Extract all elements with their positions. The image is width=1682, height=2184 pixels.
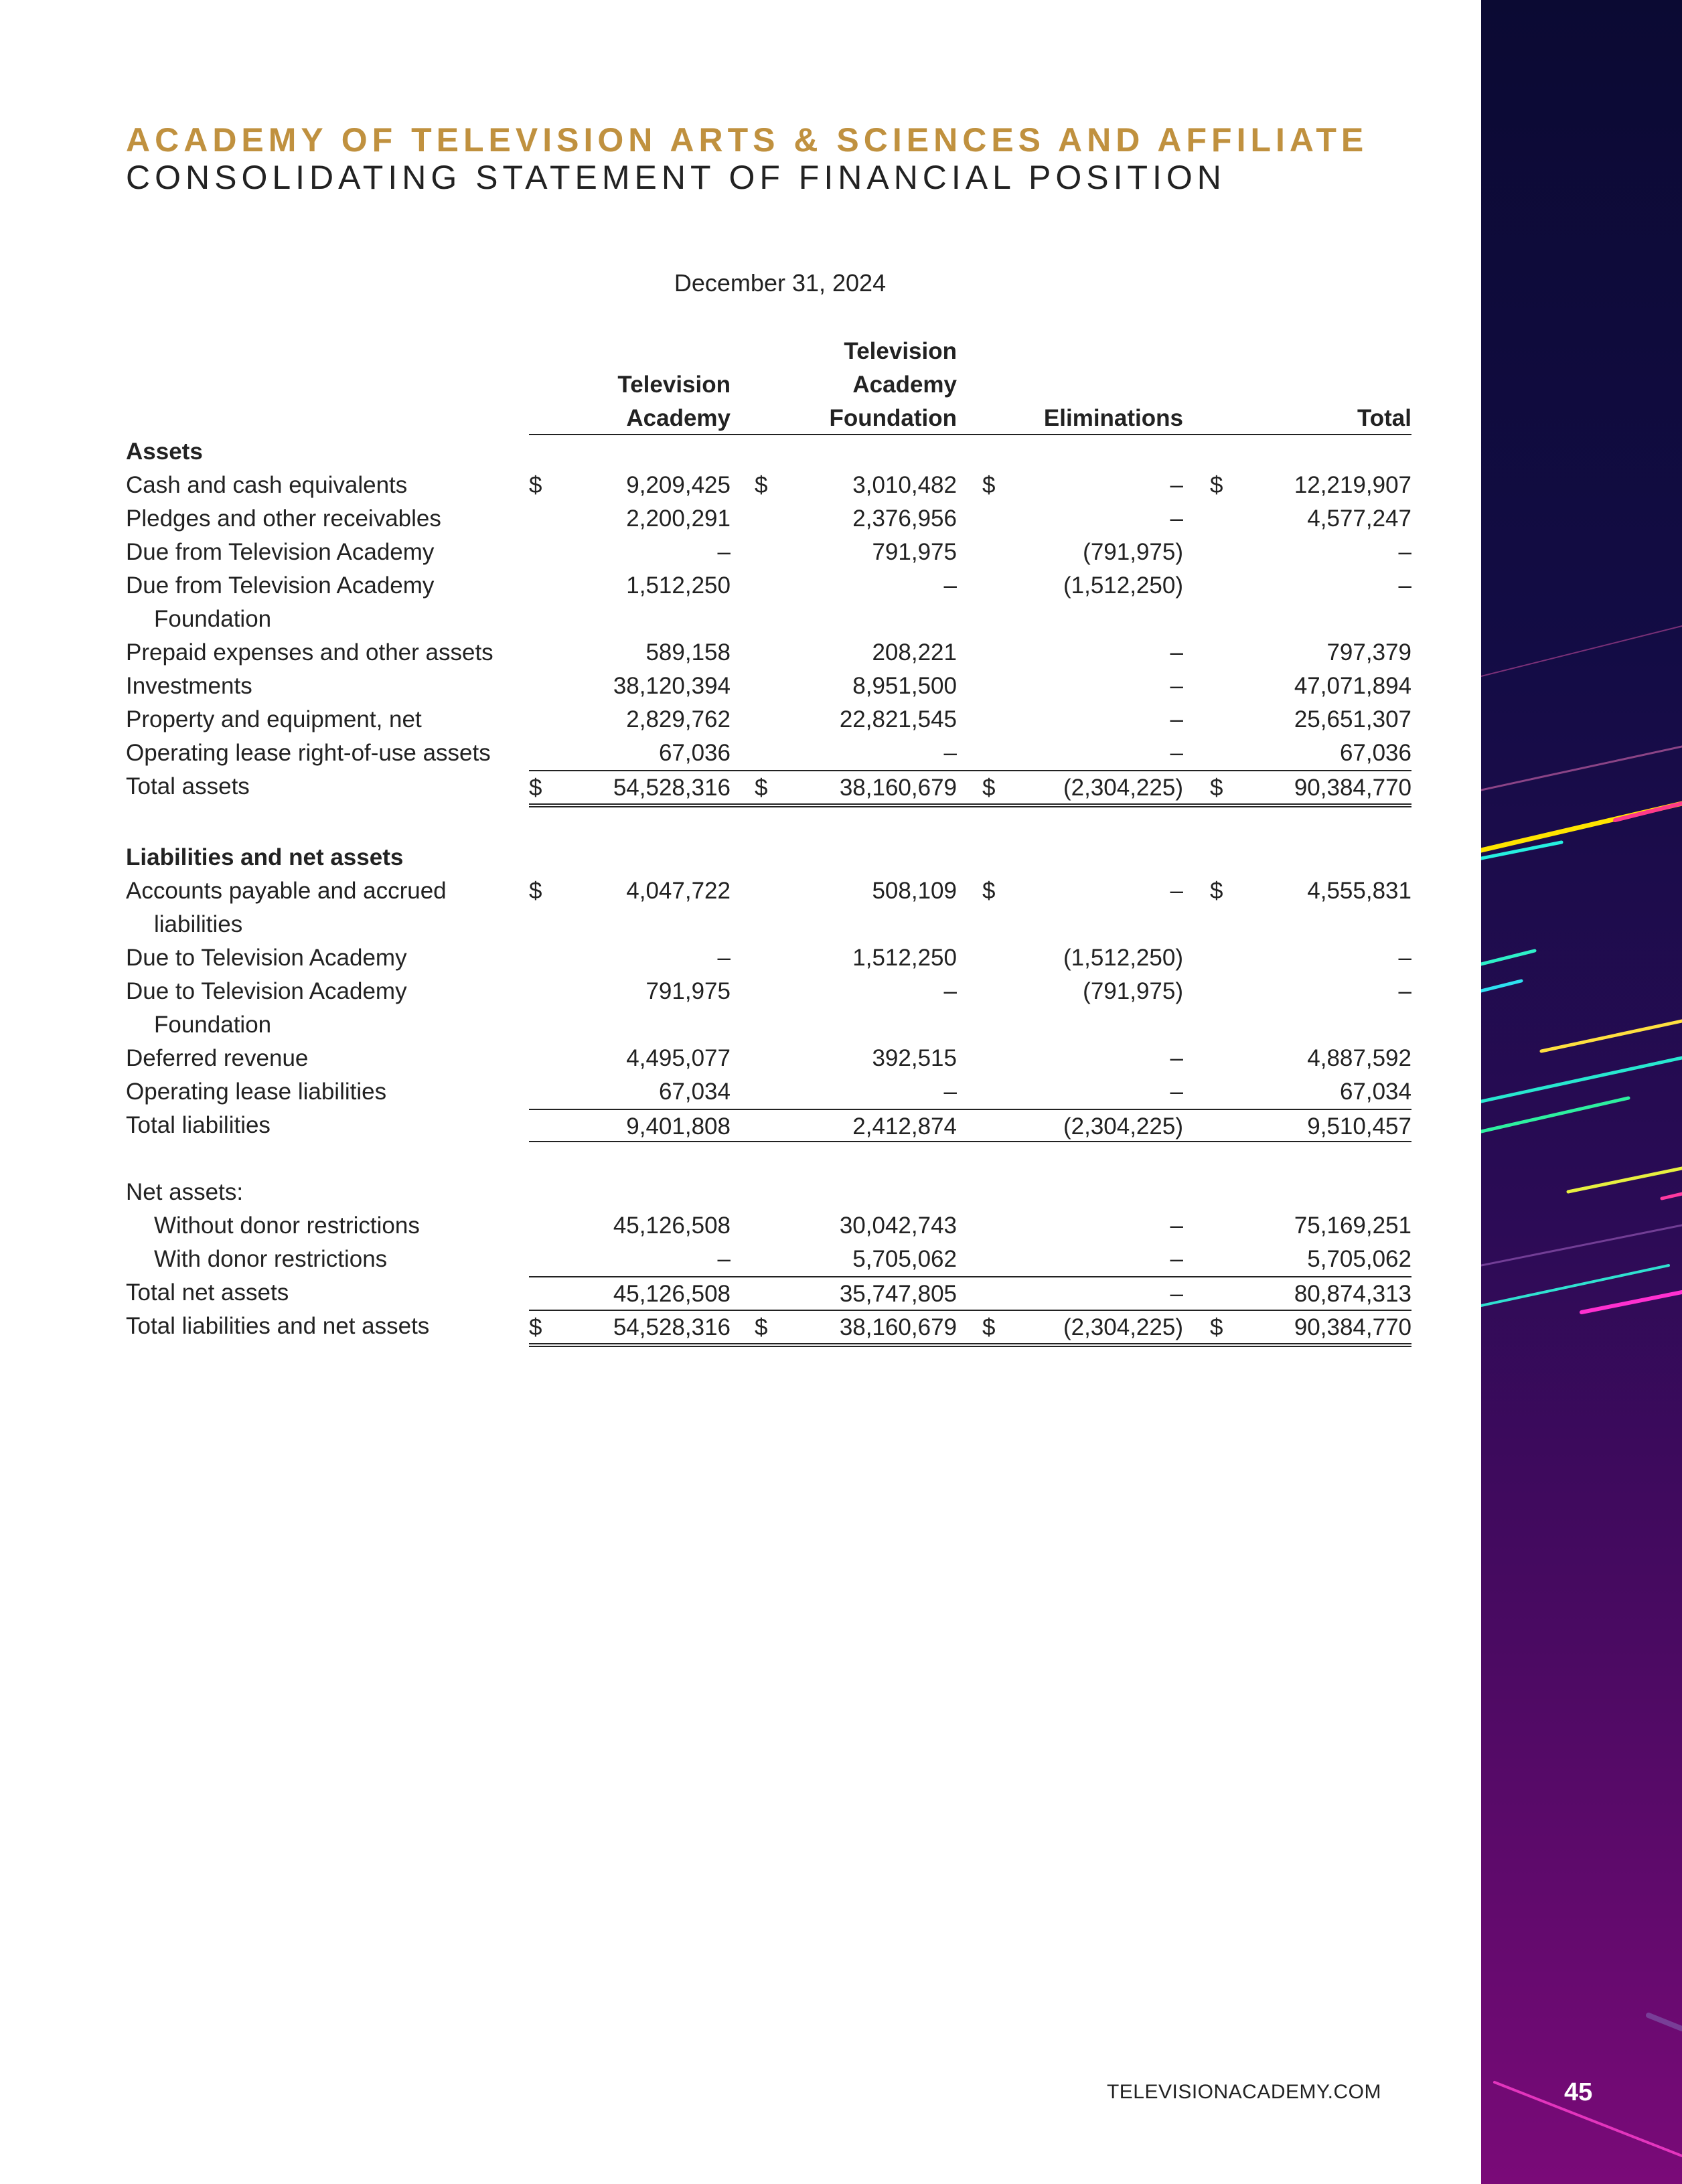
value-cell <box>731 1243 957 1276</box>
value-cell <box>957 1075 1183 1109</box>
cell-value: 90,384,770 <box>1294 775 1411 801</box>
column-header-cell <box>957 335 1183 368</box>
column-header-cell: Academy <box>852 372 957 398</box>
value-cell <box>731 1075 957 1109</box>
cell-value: (2,304,225) <box>1063 775 1183 801</box>
statement-date: December 31, 2024 <box>674 269 887 297</box>
table-row <box>126 874 1410 941</box>
column-header-cell: Television <box>844 338 957 364</box>
cell-value: – <box>943 572 957 599</box>
value-cell <box>731 536 957 569</box>
row-label <box>126 1109 529 1142</box>
value-cell <box>529 1109 731 1142</box>
value-cell <box>731 1042 957 1075</box>
cell-value: – <box>1170 1079 1183 1105</box>
row-label <box>126 1176 529 1209</box>
cell-value: (1,512,250) <box>1063 572 1183 599</box>
value-cell <box>1183 1243 1411 1276</box>
cell-value: – <box>1398 978 1411 1004</box>
table-row <box>126 536 1410 569</box>
cell-value: – <box>1170 740 1183 766</box>
currency-symbol: $ <box>529 775 542 801</box>
value-cell <box>1183 469 1411 502</box>
spacer-row <box>126 807 1410 841</box>
cell-value: 5,705,062 <box>852 1246 957 1272</box>
header-spacer <box>126 335 529 368</box>
row-label <box>126 569 529 636</box>
value-cell <box>529 770 731 807</box>
row-label-text: Cash and cash equivalents <box>126 472 408 498</box>
value-cell <box>1183 975 1411 1008</box>
currency-symbol: $ <box>529 878 542 904</box>
cell-value: 589,158 <box>645 639 731 666</box>
cell-value: 67,036 <box>1339 740 1411 766</box>
value-cell <box>731 670 957 703</box>
cell-value: – <box>1170 1213 1183 1239</box>
value-cell <box>1183 770 1411 807</box>
value-cell <box>529 941 731 975</box>
row-label <box>126 874 529 941</box>
table-row <box>126 569 1410 636</box>
row-label <box>126 1209 529 1243</box>
row-label <box>126 1142 529 1176</box>
value-cell <box>957 1109 1183 1142</box>
value-cell <box>529 1209 731 1243</box>
value-cell <box>957 670 1183 703</box>
column-header-cell: Foundation <box>731 402 957 435</box>
column-header-row <box>126 368 1410 402</box>
value-cell <box>1183 636 1411 670</box>
row-label-text: Operating lease liabilities <box>126 1079 387 1105</box>
value-cell <box>957 874 1183 908</box>
value-cell <box>957 569 1183 603</box>
cell-value: 45,126,508 <box>613 1281 731 1307</box>
table-row <box>126 736 1410 770</box>
currency-symbol: $ <box>755 775 768 801</box>
row-label <box>126 435 529 469</box>
value-cell <box>529 469 731 502</box>
table-row <box>126 670 1410 703</box>
row-label-text: Operating lease right-of-use assets <box>126 740 491 766</box>
value-cell <box>529 536 731 569</box>
row-label-text: Due from Television Academy <box>126 539 435 565</box>
value-cell <box>731 736 957 770</box>
value-cell <box>1183 1075 1411 1109</box>
cell-value: 2,829,762 <box>626 706 731 732</box>
cell-value: 208,221 <box>872 639 957 666</box>
table-row <box>126 1109 1410 1142</box>
cell-value: 38,160,679 <box>839 1314 957 1340</box>
value-cell <box>731 1109 957 1142</box>
cell-value: – <box>943 1079 957 1105</box>
column-header-cell <box>1183 368 1411 402</box>
table-row <box>126 703 1410 736</box>
value-cell <box>731 941 957 975</box>
cell-value: 2,376,956 <box>852 505 957 532</box>
cell-value: 90,384,770 <box>1294 1314 1411 1340</box>
row-label <box>126 841 529 874</box>
table-row <box>126 1042 1410 1075</box>
financial-position-table <box>126 335 1410 1347</box>
cell-value: 791,975 <box>872 539 957 565</box>
cell-value: 9,510,457 <box>1307 1113 1411 1140</box>
value-cell <box>529 1042 731 1075</box>
table-row <box>126 1209 1410 1243</box>
cell-value: 38,120,394 <box>613 673 731 699</box>
page-number: 45 <box>1564 2078 1593 2106</box>
cell-value: 30,042,743 <box>839 1213 957 1239</box>
cell-value: – <box>1170 673 1183 699</box>
value-cell <box>529 502 731 536</box>
row-label <box>126 1276 529 1310</box>
cell-value: – <box>717 945 731 971</box>
row-label <box>126 941 529 975</box>
cell-value: – <box>717 539 731 565</box>
cell-value: – <box>1170 1246 1183 1272</box>
value-cell <box>1183 941 1411 975</box>
cell-value: – <box>1398 572 1411 599</box>
cell-value: 38,160,679 <box>839 775 957 801</box>
cell-value: – <box>1398 539 1411 565</box>
value-cell <box>529 874 731 908</box>
column-header-cell: Television <box>617 372 731 398</box>
cell-value: – <box>1170 878 1183 904</box>
cell-value: – <box>943 740 957 766</box>
value-cell <box>731 703 957 736</box>
statement-title: CONSOLIDATING STATEMENT OF FINANCIAL POSITION <box>126 159 1226 196</box>
table-row <box>126 1276 1410 1310</box>
row-label-continuation: liabilities <box>154 911 243 937</box>
row-label <box>126 1310 529 1347</box>
row-label <box>126 770 529 807</box>
value-cell <box>529 1075 731 1109</box>
cell-value: 80,874,313 <box>1294 1281 1411 1307</box>
cell-value: 5,705,062 <box>1307 1246 1411 1272</box>
value-cell <box>731 1209 957 1243</box>
value-cell <box>957 1310 1183 1347</box>
row-label <box>126 975 529 1042</box>
row-label-continuation: Foundation <box>154 1012 272 1038</box>
cell-value: (791,975) <box>1083 539 1183 565</box>
value-cell <box>957 469 1183 502</box>
row-label-text: Total liabilities <box>126 1112 271 1138</box>
cell-value: (2,304,225) <box>1063 1113 1183 1140</box>
cell-value: – <box>1170 639 1183 666</box>
column-header-cell: Eliminations <box>957 402 1183 435</box>
row-label-text: Due to Television Academy <box>126 978 407 1004</box>
cell-value: 67,036 <box>658 740 731 766</box>
organization-title: ACADEMY OF TELEVISION ARTS & SCIENCES AND AFFILIATE <box>126 121 1369 159</box>
currency-symbol: $ <box>529 472 542 498</box>
column-header-cell <box>1183 335 1411 368</box>
value-cell <box>1183 736 1411 770</box>
value-cell <box>529 636 731 670</box>
header-spacer <box>126 368 529 402</box>
value-cell <box>1183 874 1411 908</box>
row-label-text: Without donor restrictions <box>154 1213 420 1239</box>
decorative-light-streaks-panel <box>1481 0 1682 2184</box>
cell-value: 797,379 <box>1326 639 1411 666</box>
table-row <box>126 941 1410 975</box>
row-label-text: Total assets <box>126 773 250 799</box>
row-label-continuation: Foundation <box>154 606 272 632</box>
value-cell <box>529 569 731 603</box>
column-header-cell: Academy <box>529 402 731 435</box>
row-label-text: Liabilities and net assets <box>126 844 404 870</box>
row-label <box>126 736 529 770</box>
cell-value: 9,209,425 <box>626 472 731 498</box>
cell-value: (2,304,225) <box>1063 1314 1183 1340</box>
row-label-text: Due from Television Academy <box>126 572 435 599</box>
cell-value: 4,577,247 <box>1307 505 1411 532</box>
cell-value: 12,219,907 <box>1294 472 1411 498</box>
header-spacer <box>126 402 529 435</box>
value-cell <box>529 975 731 1008</box>
value-cell <box>1183 1109 1411 1142</box>
table-row <box>126 1310 1410 1347</box>
spacer-row <box>126 1176 1410 1209</box>
currency-symbol: $ <box>755 472 768 498</box>
table-row <box>126 1243 1410 1276</box>
currency-symbol: $ <box>1210 472 1223 498</box>
cell-value: 54,528,316 <box>613 1314 731 1340</box>
row-label <box>126 636 529 670</box>
column-header-cell: Total <box>1183 402 1411 435</box>
currency-symbol: $ <box>1210 775 1223 801</box>
cell-value: 35,747,805 <box>839 1281 957 1307</box>
row-label-text: Property and equipment, net <box>126 706 422 732</box>
cell-value: 1,512,250 <box>852 945 957 971</box>
value-cell <box>957 975 1183 1008</box>
row-label <box>126 1075 529 1109</box>
cell-value: 67,034 <box>1339 1079 1411 1105</box>
cell-value: – <box>717 1246 731 1272</box>
value-cell <box>957 1042 1183 1075</box>
value-cell <box>957 1276 1183 1310</box>
value-cell <box>957 1209 1183 1243</box>
row-label <box>126 502 529 536</box>
value-cell <box>529 736 731 770</box>
table-row <box>126 1075 1410 1109</box>
column-header-row <box>126 402 1410 435</box>
value-cell <box>731 874 957 908</box>
cell-value: 67,034 <box>658 1079 731 1105</box>
cell-value: 8,951,500 <box>852 673 957 699</box>
currency-symbol: $ <box>529 1314 542 1340</box>
row-label-text: Investments <box>126 673 252 699</box>
table-row <box>126 636 1410 670</box>
column-header-row <box>126 335 1410 368</box>
table-row <box>126 502 1410 536</box>
cell-value: – <box>943 978 957 1004</box>
row-label-text: Accounts payable and accrued <box>126 878 447 904</box>
value-cell <box>957 770 1183 807</box>
value-cell <box>1183 670 1411 703</box>
currency-symbol: $ <box>982 472 996 498</box>
value-cell <box>1183 569 1411 603</box>
value-cell <box>1183 1042 1411 1075</box>
column-header-cell <box>957 368 1183 402</box>
currency-symbol: $ <box>1210 878 1223 904</box>
cell-value: – <box>1398 945 1411 971</box>
value-cell <box>529 1310 731 1347</box>
value-cell <box>1183 1276 1411 1310</box>
value-cell <box>957 941 1183 975</box>
cell-value: – <box>1170 505 1183 532</box>
value-cell <box>731 636 957 670</box>
cell-value: 4,887,592 <box>1307 1045 1411 1071</box>
row-label-text: Prepaid expenses and other assets <box>126 639 493 666</box>
cell-value: – <box>1170 472 1183 498</box>
table-row <box>126 770 1410 807</box>
value-cell <box>731 770 957 807</box>
table-row <box>126 469 1410 502</box>
value-cell <box>731 1310 957 1347</box>
section-heading <box>126 841 1410 874</box>
row-label <box>126 807 529 841</box>
website-url: TELEVISIONACADEMY.COM <box>1106 2081 1381 2103</box>
row-label <box>126 703 529 736</box>
cell-value: 4,495,077 <box>626 1045 731 1071</box>
column-header-cell <box>529 335 731 368</box>
cell-value: 22,821,545 <box>839 706 957 732</box>
row-label-text: Due to Television Academy <box>126 945 407 971</box>
cell-value: 47,071,894 <box>1294 673 1411 699</box>
row-label <box>126 469 529 502</box>
row-label <box>126 536 529 569</box>
currency-symbol: $ <box>1210 1314 1223 1340</box>
cell-value: (1,512,250) <box>1063 945 1183 971</box>
value-cell <box>731 1276 957 1310</box>
spacer-row <box>126 1142 1410 1176</box>
cell-value: 3,010,482 <box>852 472 957 498</box>
row-label-text: Assets <box>126 439 203 465</box>
row-label-text: Total liabilities and net assets <box>126 1313 430 1339</box>
section-heading <box>126 435 1410 469</box>
row-label-text: With donor restrictions <box>154 1246 388 1272</box>
table-row <box>126 975 1410 1042</box>
cell-value: 791,975 <box>645 978 731 1004</box>
cell-value: 508,109 <box>872 878 957 904</box>
currency-symbol: $ <box>982 775 996 801</box>
value-cell <box>1183 536 1411 569</box>
cell-value: 45,126,508 <box>613 1213 731 1239</box>
cell-value: 1,512,250 <box>626 572 731 599</box>
currency-symbol: $ <box>755 1314 768 1340</box>
value-cell <box>957 536 1183 569</box>
cell-value: 75,169,251 <box>1294 1213 1411 1239</box>
cell-value: – <box>1170 706 1183 732</box>
value-cell <box>529 1243 731 1276</box>
cell-value: 54,528,316 <box>613 775 731 801</box>
light-streaks-image <box>1481 0 1682 2184</box>
value-cell <box>731 569 957 603</box>
cell-value: – <box>1170 1281 1183 1307</box>
value-cell <box>529 703 731 736</box>
value-cell <box>957 636 1183 670</box>
row-label <box>126 670 529 703</box>
cell-value: 9,401,808 <box>626 1113 731 1140</box>
value-cell <box>529 670 731 703</box>
value-cell <box>731 975 957 1008</box>
row-label-text: Deferred revenue <box>126 1045 309 1071</box>
value-cell <box>957 736 1183 770</box>
cell-value: 2,412,874 <box>852 1113 957 1140</box>
value-cell <box>957 1243 1183 1276</box>
value-cell <box>529 1276 731 1310</box>
cell-value: 4,047,722 <box>626 878 731 904</box>
cell-value: – <box>1170 1045 1183 1071</box>
row-label-text: Total net assets <box>126 1279 289 1306</box>
value-cell <box>1183 1310 1411 1347</box>
value-cell <box>731 469 957 502</box>
row-label <box>126 1042 529 1075</box>
value-cell <box>1183 703 1411 736</box>
row-label-text: Net assets: <box>126 1179 244 1205</box>
cell-value: 392,515 <box>872 1045 957 1071</box>
cell-value: 25,651,307 <box>1294 706 1411 732</box>
value-cell <box>957 502 1183 536</box>
cell-value: (791,975) <box>1083 978 1183 1004</box>
value-cell <box>957 703 1183 736</box>
currency-symbol: $ <box>982 878 996 904</box>
value-cell <box>731 502 957 536</box>
value-cell <box>1183 1209 1411 1243</box>
value-cell <box>1183 502 1411 536</box>
cell-value: 2,200,291 <box>626 505 731 532</box>
row-label-text: Pledges and other receivables <box>126 505 441 532</box>
row-label <box>126 1243 529 1276</box>
cell-value: 4,555,831 <box>1307 878 1411 904</box>
currency-symbol: $ <box>982 1314 996 1340</box>
